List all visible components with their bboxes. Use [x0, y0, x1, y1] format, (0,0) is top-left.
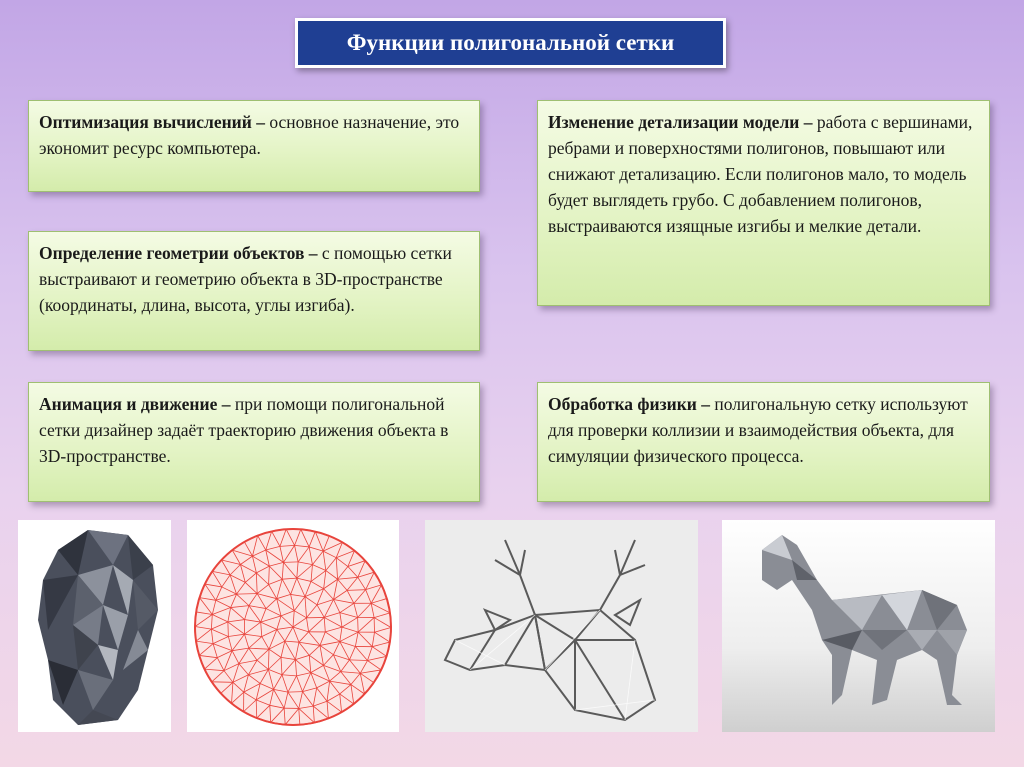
- card-text: полигональную сетку используют для проверки коллизии и взаимодействия объекта, для симуляции физического процесса.: [548, 394, 968, 466]
- triangulated-circle-image: [187, 520, 399, 732]
- card-term: Анимация и движение –: [39, 394, 231, 414]
- lowpoly-horse-image: [722, 520, 995, 732]
- card-term: Обработка физики –: [548, 394, 711, 414]
- card-geometry: [28, 231, 480, 351]
- wireframe-deer-image: [425, 520, 698, 732]
- card-text: работа с вершинами, ребрами и поверхностями полигонов, повышают или снижают детализацию. Если полигонов мало, то модель будет выглядеть грубо. С добавлением полигонов, выстраиваются изящные изгибы и мелкие детали.: [548, 112, 973, 236]
- card-text: основное назначение, это экономит ресурс компьютера.: [39, 112, 460, 158]
- polygon-face-image: [18, 520, 171, 732]
- card-optimization: [28, 100, 480, 192]
- card-physics: [537, 382, 990, 502]
- card-detail: [537, 100, 990, 306]
- card-text: при помощи полигональной сетки дизайнер задаёт траекторию движения объекта в 3D-пространстве.: [39, 394, 449, 466]
- card-animation: [28, 382, 480, 502]
- card-term: Определение геометрии объектов –: [39, 243, 318, 263]
- slide-title: Функции полигональной сетки: [346, 30, 675, 55]
- card-term: Оптимизация вычислений –: [39, 112, 265, 132]
- card-text: с помощью сетки выстраивают и геометрию объекта в 3D-пространстве (координаты, длина, высота, углы изгиба).: [39, 243, 452, 315]
- slide-title-box: [295, 18, 726, 68]
- card-term: Изменение детализации модели –: [548, 112, 813, 132]
